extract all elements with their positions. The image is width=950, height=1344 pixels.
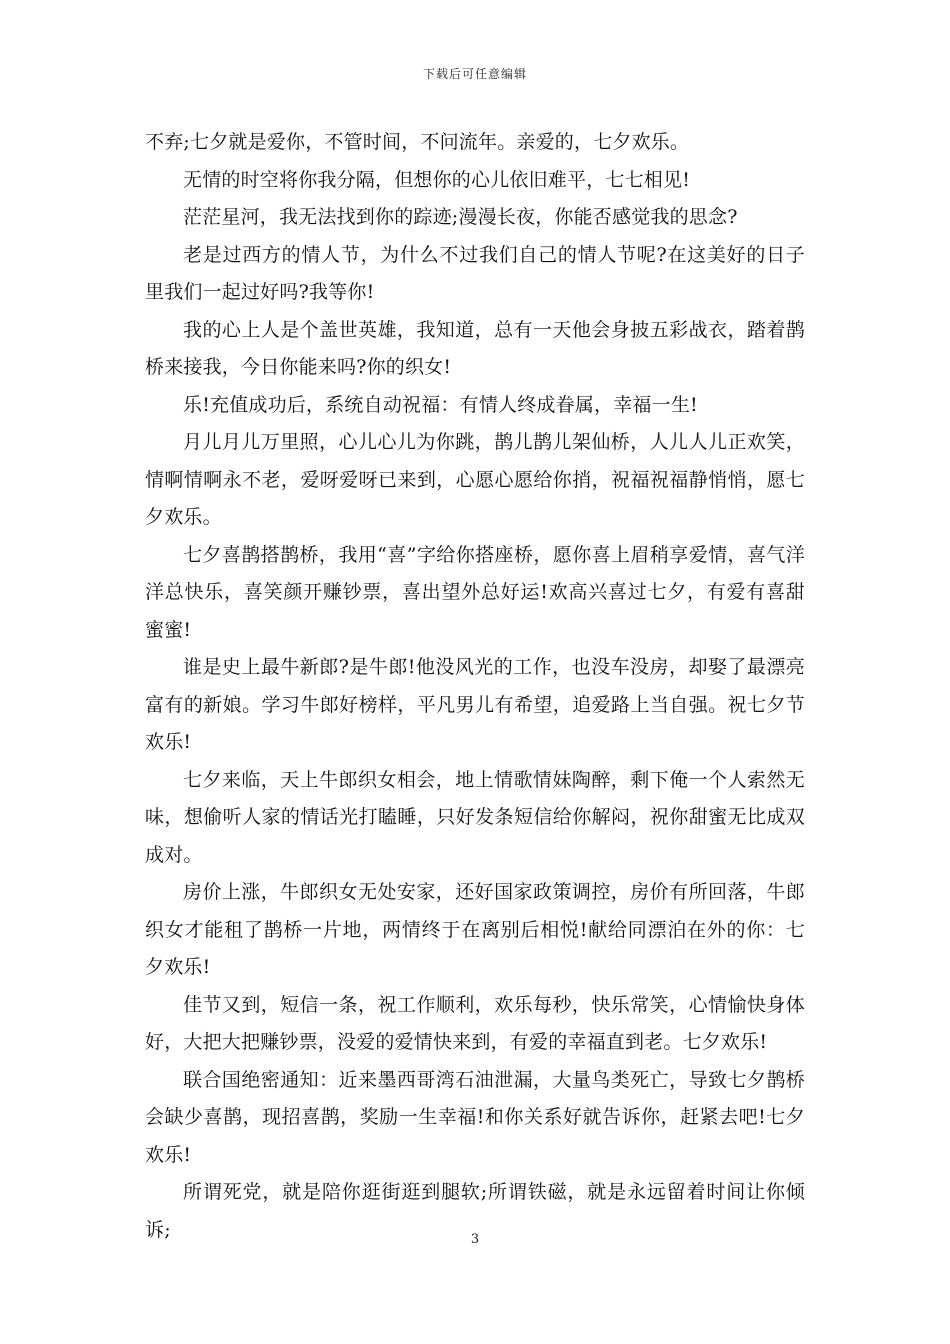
paragraph: 不弃;七夕就是爱你，不管时间，不问流年。亲爱的，七夕欢乐。 <box>145 131 690 153</box>
paragraph: 乐!充值成功后，系统自动祝福：有情人终成眷属，幸福一生! <box>183 393 698 416</box>
paragraph: 七夕喜鹊搭鹊桥，我用“喜”字给你搭座桥，愿你喜上眉稍享爱情，喜气洋洋总快乐，喜笑颜开赚钞票，喜出望外总好运!欢高兴喜过七夕，有爱有喜甜蜜蜜! <box>145 543 805 641</box>
paragraph: 谁是史上最牛新郎?是牛郎!他没风光的工作，也没车没房，却娶了最漂亮富有的新娘。学习牛郎好榜样，平凡男儿有希望，追爱路上当自强。祝七夕节欢乐! <box>145 656 805 753</box>
page-number: 3 <box>470 1232 480 1247</box>
paragraph: 我的心上人是个盖世英雄，我知道，总有一天他会身披五彩战衣，踏着鹊桥来接我，今日你能来吗?你的织女! <box>145 318 805 378</box>
paragraph: 所谓死党，就是陪你逛街逛到腿软;所谓铁磁，就是永远留着时间让你倾诉; <box>145 1181 805 1241</box>
paragraph: 联合国绝密通知：近来墨西哥湾石油泄漏，大量鸟类死亡，导致七夕鹊桥会缺少喜鹊，现招喜鹊，奖励一生幸福!和你关系好就告诉你，赶紧去吧!七夕欢乐! <box>145 1068 805 1166</box>
document-body <box>145 124 805 1249</box>
page-header: 下载后可任意编辑 <box>422 67 527 81</box>
paragraph: 茫茫星河，我无法找到你的踪迹;漫漫长夜，你能否感觉我的思念? <box>183 206 738 228</box>
paragraph: 佳节又到，短信一条，祝工作顺利，欢乐每秒，快乐常笑，心情愉快身体好，大把大把赚钞票，没爱的爱情快来到，有爱的幸福直到老。七夕欢乐! <box>145 993 805 1053</box>
paragraph: 老是过西方的情人节，为什么不过我们自己的情人节呢?在这美好的日子里我们一起过好吗?我等你! <box>145 243 805 303</box>
paragraph: 月儿月儿万里照，心儿心儿为你跳，鹊儿鹊儿架仙桥，人儿人儿正欢笑，情啊情啊永不老，爱呀爱呀已来到，心愿心愿给你捎，祝福祝福静悄悄，愿七夕欢乐。 <box>145 431 805 528</box>
paragraph: 七夕来临，天上牛郎织女相会，地上情歌情妹陶醉，剩下俺一个人索然无味，想偷听人家的情话光打瞌睡，只好发条短信给你解闷，祝你甜蜜无比成双成对。 <box>145 768 805 866</box>
paragraph: 无情的时空将你我分隔，但想你的心儿依旧难平，七七相见! <box>183 168 691 191</box>
paragraph: 房价上涨，牛郎织女无处安家，还好国家政策调控，房价有所回落，牛郎织女才能租了鹊桥一片地，两情终于在离别后相悦!献给同漂泊在外的你：七夕欢乐! <box>145 881 805 978</box>
